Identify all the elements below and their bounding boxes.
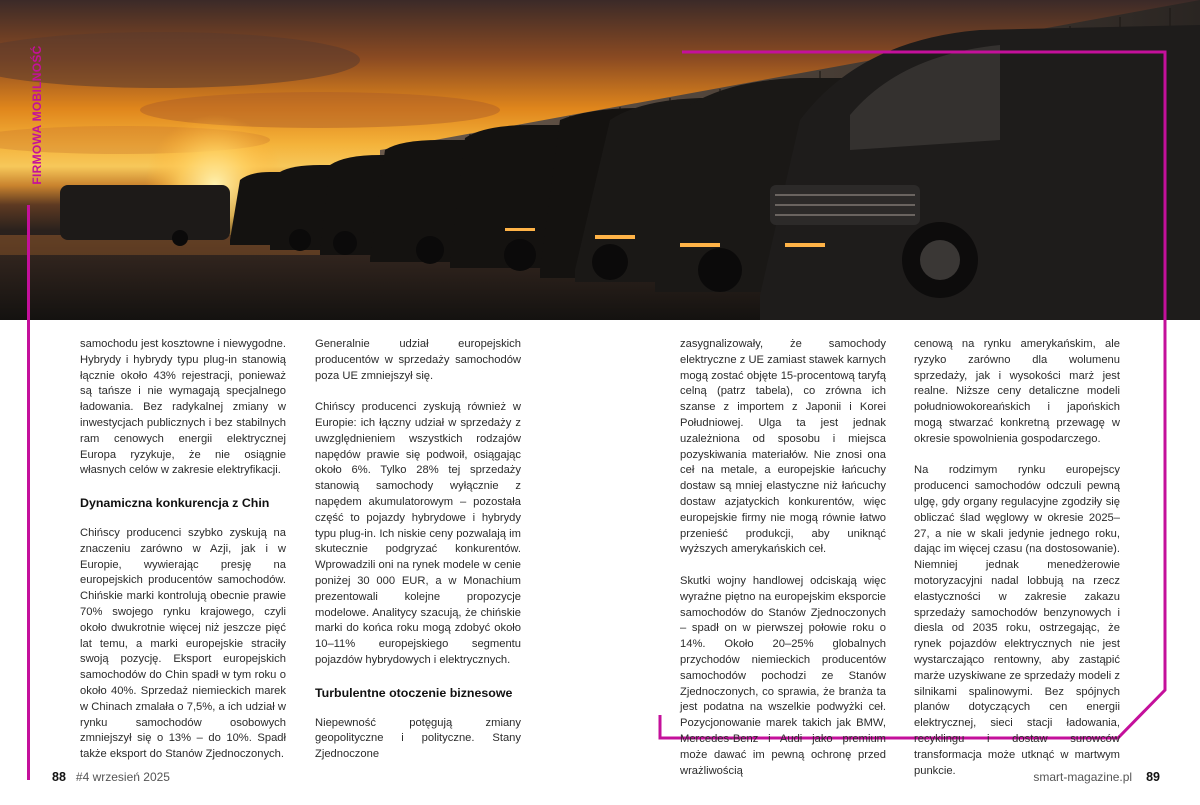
- section-heading: Turbulentne otoczenie biznesowe: [315, 685, 513, 700]
- section-label: [27, 38, 44, 198]
- text-column-4: [914, 337, 1120, 795]
- body-paragraph: Skutki wojny handlowej odciskają więc wyraźne piętno na europejskim eksporcie samochodów do Stanów Zjednoczonych – spadł on w pierwszej połowie roku o 14%. Około 20–25% globalnych przychodów niemieckich producentów samochodów pochodzi ze Stanów Zjednoczonych, co sprawia, że branża ta jest podatna na wszelkie podwyżki ceł. Pozycjonowanie marek takich jak BMW, Mercedes-Benz i Audi jako premium może dawać im pewną ochronę przed wrażliwością: [680, 574, 886, 777]
- section-heading: Dynamiczna konkurencja z Chin: [80, 495, 270, 510]
- body-paragraph: Chińscy producenci zyskują również w Europie: ich łączny udział w sprzedaży z uwzględnieniem wszystkich rodzajów napędów prawie się podwoił, osiągając około 6%. Tylko 28% tej sprzedaży stanowią samochody wyłącznie z napędem akumulatorowym – pozostała część to pojazdy hybrydowe i hybrydy typu plug-in. Ich niskie ceny pozwalają im skutecznie podgryzać konkurentów. Wprowadzili oni na rynek modele w cenie poniżej 30 000 EUR, a w Monachium prezentowali kolejne propozycje modelowe. Analitycy szacują, że chińskie marki do końca roku mogą zdobyć około 10–11% europejskiego segmentu pojazdów hybrydowych i elektrycznych.: [315, 401, 521, 666]
- body-paragraph: Generalnie udział europejskich producentów w sprzedaży samochodów poza UE zmniejszył się.: [315, 338, 521, 382]
- text-column-1: [80, 337, 286, 779]
- section-label-text: FIRMOWA MOBILNOŚĆ: [30, 45, 44, 185]
- body-paragraph: cenową na rynku amerykańskim, ale ryzyko zarówno dla wolumenu sprzedaży, jak i wysokości marż jest realne. Niższe ceny detaliczne modeli południowokoreańskich i japońskich mogą stwarzać konkretną przewagę w okresie spowolnienia gospodarczego.: [914, 338, 1120, 445]
- footer-right: [1033, 770, 1160, 784]
- issue-label: #4 wrzesień 2025: [75, 770, 170, 784]
- text-column-3: [680, 337, 886, 795]
- page-number-left: 88: [52, 770, 66, 784]
- body-paragraph: Niepewność potęgują zmiany geopolityczne i polityczne. Stany Zjednoczone: [315, 716, 521, 761]
- text-column-2: [315, 337, 521, 779]
- page-number-right: 89: [1146, 770, 1160, 784]
- website-label: smart-magazine.pl: [1033, 770, 1133, 784]
- body-paragraph: Na rodzimym rynku europejscy producenci samochodów odczuli pewną ulgę, gdy organy regulacyjne zgodziły się obliczać ślad węglowy w okresie 2025–27, a nie w skali jedynie jednego roku, dając im więcej czasu (na dostosowanie). Niemniej jednak menedżerowie motoryzacyjni nadal lobbują na rzecz elastyczności w zakresie zakazu sprzedaży samochodów benzynowych i diesla od 2035 roku, ostrzegając, że rynek pojazdów elektrycznych nie jest wystarczająco rentowny, aby zastąpić marże uzyskiwane ze sprzedaży modeli z silnikami spalinowymi. Bez spójnych planów dotyczących cen energii elektrycznej, sieci stacji ładowania, recyklingu i dostaw surowców transformacja może utknąć w martwym punkcie.: [914, 464, 1120, 777]
- body-paragraph: samochodu jest kosztowne i niewygodne. Hybrydy i hybrydy typu plug-in stanowią łącznie około 43% rejestracji, ponieważ są tańsze i nie wymagają specjalnego ładowania. Bez radykalnej zmiany w inwestycjach publicznych i bez stabilnych ram cenowych energii elektrycznej Europa ryzykuje, że nie osiągnie własnych celów w zakresie elektryfikacji.: [80, 338, 286, 477]
- body-paragraph: zasygnalizowały, że samochody elektryczne z UE zamiast stawek karnych mogą zostać objęte 15-procentową taryfą celną (patrz tabela), co zrówna ich szanse z importem z Japonii i Korei Południowej. Ulga ta jest jednak uzależniona od sposobu i miejsca pozyskiwania materiałów. Nie znosi ona ceł na metale, a europejskie łańcuchy dostaw są mniej elastyczne niż łańcuchy dostaw azjatyckich konkurentów, więc europejskie firmy nie mogą równie łatwo przenieść produkcji, aby uniknąć wyższych amerykańskich ceł.: [680, 338, 886, 556]
- body-paragraph: Chińscy producenci szybko zyskują na znaczeniu zarówno w Azji, jak i w Europie, wywierając presję na europejskich producentów samochodów. Chińskie marki kontrolują obecnie prawie 70% swojego rynku krajowego, czyli około dwukrotnie więcej niż jeszcze pięć lat temu, a marki europejskie straciły swoją pozycję. Eksport europejskich samochodów do Chin spadł w tym roku o około 40%. Sprzedaż niemieckich marek w Chinach zmalała o 7,5%, a ich udział w rynku samochodów osobowych zmniejszył się o 13% – do 10%. Spadł także eksport do Stanów Zjednoczonych.: [80, 526, 286, 761]
- footer-left: [52, 770, 170, 784]
